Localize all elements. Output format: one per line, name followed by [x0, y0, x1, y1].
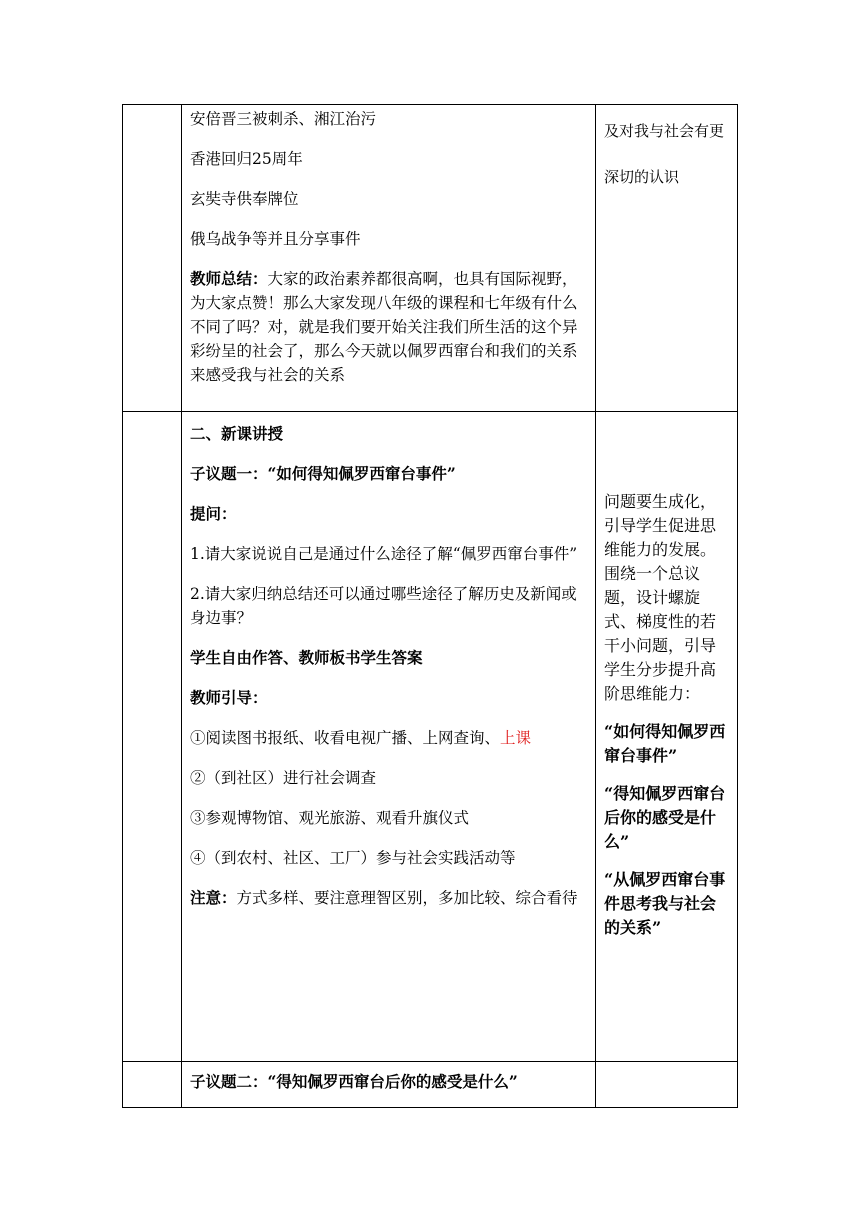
answer-note: 学生自由作答、教师板书学生答案 — [190, 648, 423, 667]
note-label: 注意： — [190, 888, 237, 907]
sub-topic-title: 子议题一：“如何得知佩罗西窜台事件” — [190, 464, 456, 483]
teacher-summary — [190, 267, 587, 387]
intent-line: 深切的认识 — [604, 168, 680, 186]
guide-item: ③参观博物馆、观光旅游、观看升旗仪式 — [190, 809, 470, 827]
guide-item: ④（到农村、社区、工厂）参与社会实践活动等 — [190, 849, 516, 867]
event-line: 玄奘寺供奉牌位 — [190, 190, 299, 208]
blank-cell — [123, 105, 182, 412]
sub-topic-title: 子议题二：“得知佩罗西窜台后你的感受是什么” — [190, 1072, 518, 1091]
design-intent-cell — [596, 105, 738, 412]
event-line: 俄乌战争等并且分享事件 — [190, 230, 361, 248]
intent-line: 及对我与社会有更 — [604, 122, 725, 140]
attention-note — [190, 886, 587, 910]
content-cell — [182, 412, 596, 1062]
summary-text: 大家的政治素养都很高啊，也具有国际视野，为大家点赞！那么大家发现八年级的课程和七年级有什么不同了吗？对，就是我们要开始关注我们所生活的这个异彩纷呈的社会了，那么今天就以佩罗西窜台和我们的关系来感受我与社会的关系 — [190, 270, 578, 384]
table-row — [123, 105, 738, 412]
ask-label: 提问： — [190, 504, 237, 523]
content-cell — [182, 1062, 596, 1108]
content-cell — [182, 105, 596, 412]
table-row — [123, 412, 738, 1062]
table-row — [123, 1062, 738, 1108]
section-heading: 二、新课讲授 — [190, 424, 284, 443]
blank-cell — [123, 412, 182, 1062]
sub-question: “得知佩罗西窜台后你的感受是什么” — [604, 784, 726, 851]
intent-text: 问题要生成化，引导学生促进思维能力的发展。围绕一个总议题，设计螺旋式、梯度性的若干小问题，引导学生分步提升高阶思维能力： — [604, 492, 717, 703]
design-intent-cell — [596, 1062, 738, 1108]
guide-item: ②（到社区）进行社会调查 — [190, 769, 377, 787]
event-line: 安倍晋三被刺杀、湘江治污 — [190, 110, 377, 128]
guide-item — [190, 726, 587, 750]
blank-cell — [123, 1062, 182, 1108]
note-text: 方式多样、要注意理智区别，多加比较、综合看待 — [236, 889, 578, 907]
question-item: 1.请大家说说自己是通过什么途径了解“佩罗西窜台事件” — [190, 545, 578, 563]
guide-item-text: ①阅读图书报纸、收看电视广播、上网查询、 — [190, 729, 501, 747]
highlight-text: 上课 — [500, 729, 532, 747]
question-item: 2.请大家归纳总结还可以通过哪些途径了解历史及新闻或身边事？ — [190, 585, 577, 627]
design-intent-cell — [596, 412, 738, 1062]
guide-label: 教师引导： — [190, 688, 268, 707]
sub-question: “如何得知佩罗西窜台事件” — [604, 722, 726, 765]
event-line: 香港回归25周年 — [190, 150, 303, 168]
sub-question: “从佩罗西窜台事件思考我与社会的关系” — [604, 870, 726, 937]
lesson-plan-table — [122, 104, 738, 1108]
summary-label: 教师总结： — [190, 269, 268, 288]
